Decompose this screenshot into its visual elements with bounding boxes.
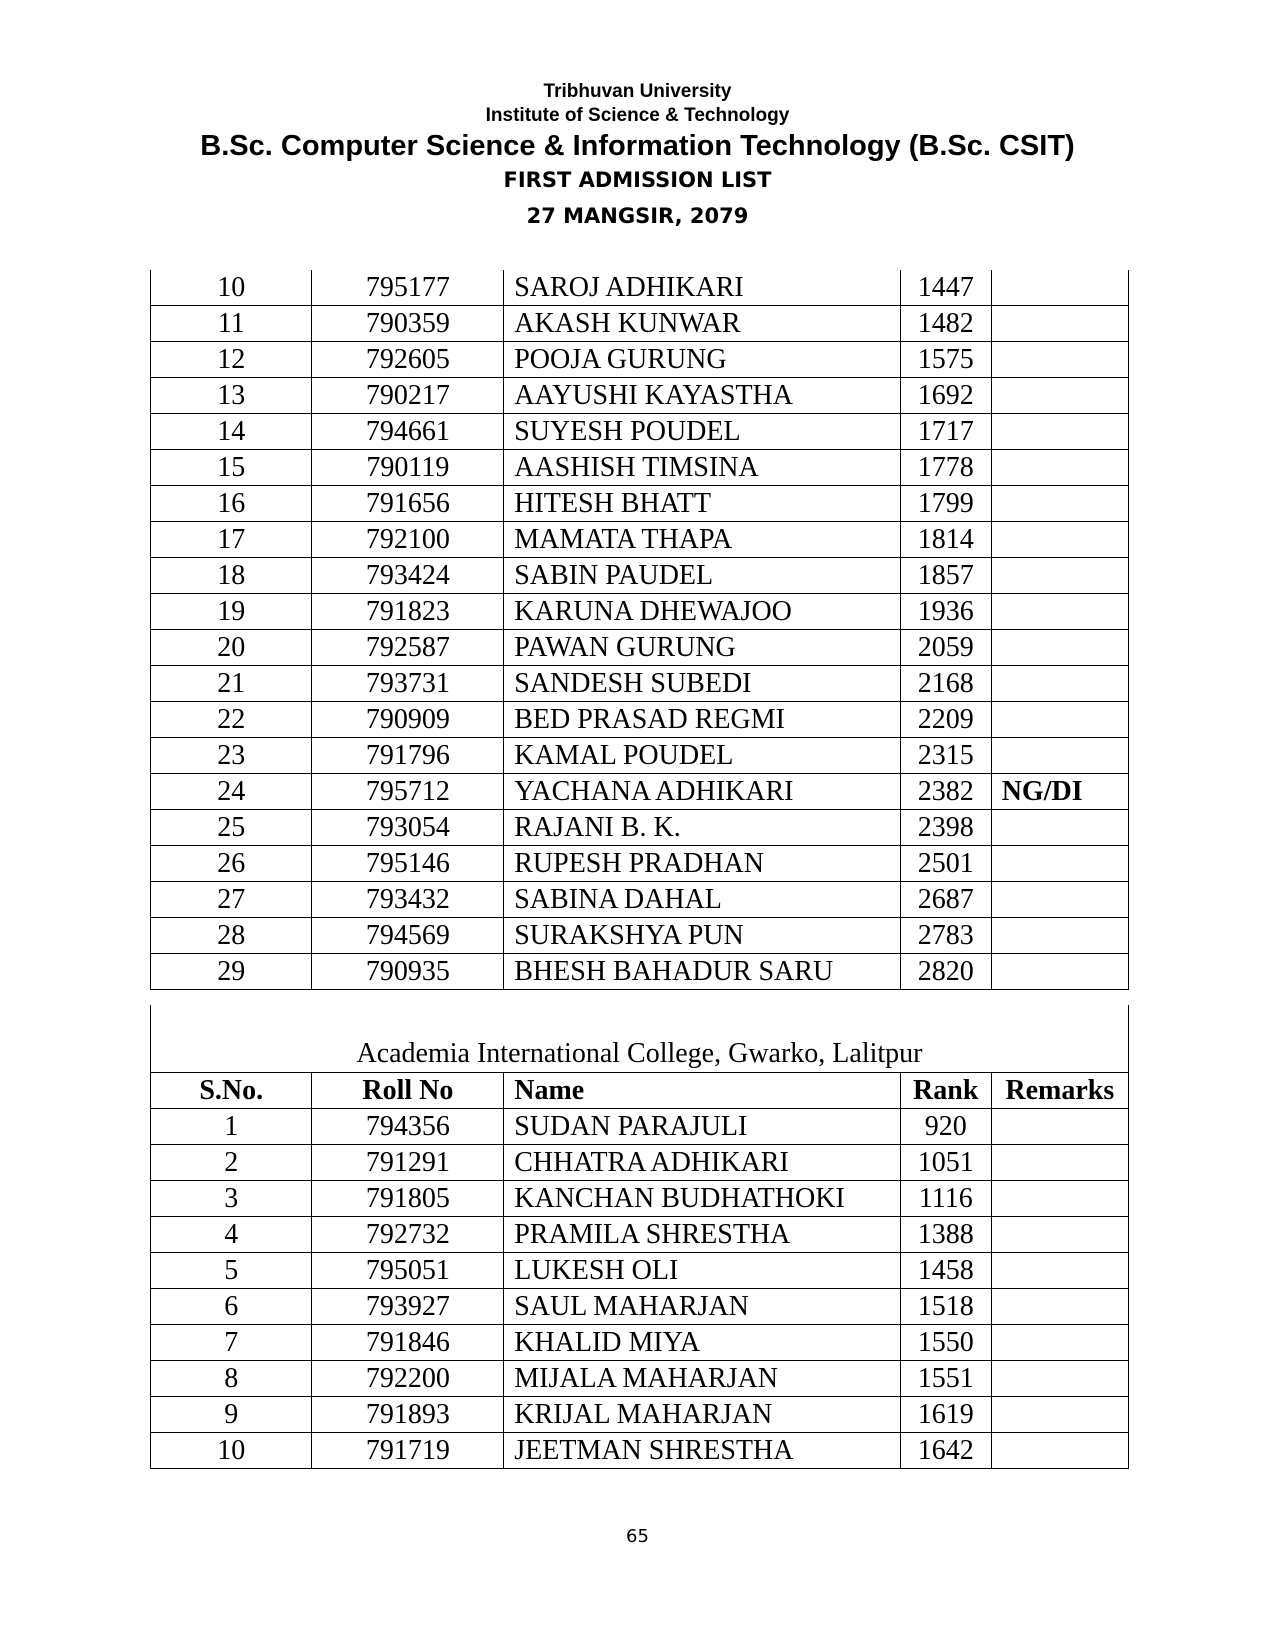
cell-name: SAUL MAHARJAN <box>504 1289 901 1325</box>
cell-name: SABINA DAHAL <box>504 882 901 918</box>
cell-roll: 795712 <box>312 774 504 810</box>
cell-rank: 2209 <box>900 702 991 738</box>
cell-roll: 791291 <box>312 1145 504 1181</box>
cell-name: RAJANI B. K. <box>504 810 901 846</box>
cell-sno: 24 <box>151 774 312 810</box>
cell-roll: 793424 <box>312 558 504 594</box>
cell-remarks <box>991 486 1128 522</box>
cell-remarks <box>991 918 1128 954</box>
cell-rank: 1642 <box>900 1433 991 1469</box>
cell-sno: 10 <box>151 270 312 306</box>
cell-sno: 13 <box>151 378 312 414</box>
table-row <box>151 954 1129 990</box>
list-date: 27 MANGSIR, 2079 <box>526 204 749 228</box>
table-row <box>151 378 1129 414</box>
cell-remarks <box>991 522 1128 558</box>
column-header-remarks: Remarks <box>991 1073 1128 1109</box>
cell-roll: 790909 <box>312 702 504 738</box>
cell-rank: 1051 <box>900 1145 991 1181</box>
cell-sno: 28 <box>151 918 312 954</box>
cell-sno: 9 <box>151 1397 312 1433</box>
cell-remarks <box>991 1181 1128 1217</box>
table-row <box>151 1253 1129 1289</box>
cell-name: AAYUSHI KAYASTHA <box>504 378 901 414</box>
cell-roll: 791893 <box>312 1397 504 1433</box>
cell-rank: 2398 <box>900 810 991 846</box>
cell-rank: 1857 <box>900 558 991 594</box>
table-row <box>151 1181 1129 1217</box>
table-row <box>151 522 1129 558</box>
cell-rank: 1778 <box>900 450 991 486</box>
cell-remarks <box>991 666 1128 702</box>
cell-roll: 792200 <box>312 1361 504 1397</box>
cell-name: LUKESH OLI <box>504 1253 901 1289</box>
cell-rank: 1936 <box>900 594 991 630</box>
cell-name: RUPESH PRADHAN <box>504 846 901 882</box>
cell-sno: 5 <box>151 1253 312 1289</box>
cell-roll: 791846 <box>312 1325 504 1361</box>
university-name: Tribhuvan University <box>543 81 732 102</box>
table-row <box>151 414 1129 450</box>
cell-rank: 2168 <box>900 666 991 702</box>
cell-sno: 10 <box>151 1433 312 1469</box>
cell-name: MIJALA MAHARJAN <box>504 1361 901 1397</box>
cell-remarks <box>991 414 1128 450</box>
cell-remarks <box>991 1325 1128 1361</box>
cell-name: SUYESH POUDEL <box>504 414 901 450</box>
cell-remarks <box>991 1109 1128 1145</box>
cell-name: PRAMILA SHRESTHA <box>504 1217 901 1253</box>
cell-sno: 4 <box>151 1217 312 1253</box>
cell-remarks <box>991 954 1128 990</box>
table-row <box>151 1289 1129 1325</box>
table-row <box>151 630 1129 666</box>
table-header-row <box>151 1073 1129 1109</box>
program-title: B.Sc. Computer Science & Information Technology (B.Sc. CSIT) <box>200 130 1075 162</box>
cell-roll: 794569 <box>312 918 504 954</box>
cell-sno: 1 <box>151 1109 312 1145</box>
table-row <box>151 1217 1129 1253</box>
cell-rank: 1388 <box>900 1217 991 1253</box>
table-row <box>151 558 1129 594</box>
cell-sno: 20 <box>151 630 312 666</box>
cell-remarks <box>991 378 1128 414</box>
cell-sno: 22 <box>151 702 312 738</box>
table-row <box>151 738 1129 774</box>
table-row <box>151 270 1129 306</box>
cell-rank: 2820 <box>900 954 991 990</box>
cell-sno: 2 <box>151 1145 312 1181</box>
cell-name: SANDESH SUBEDI <box>504 666 901 702</box>
cell-rank: 1551 <box>900 1361 991 1397</box>
cell-roll: 792100 <box>312 522 504 558</box>
cell-sno: 19 <box>151 594 312 630</box>
cell-roll: 791805 <box>312 1181 504 1217</box>
cell-sno: 27 <box>151 882 312 918</box>
cell-remarks <box>991 270 1128 306</box>
cell-name: BHESH BAHADUR SARU <box>504 954 901 990</box>
cell-sno: 23 <box>151 738 312 774</box>
page-number: 65 <box>626 1526 649 1547</box>
cell-remarks <box>991 1397 1128 1433</box>
college-name: Academia International College, Gwarko, Lalitpur <box>151 1005 1129 1073</box>
institute-name: Institute of Science & Technology <box>485 105 790 126</box>
cell-remarks <box>991 882 1128 918</box>
cell-sno: 3 <box>151 1181 312 1217</box>
cell-remarks <box>991 1433 1128 1469</box>
table-row <box>151 666 1129 702</box>
cell-remarks <box>991 1145 1128 1181</box>
cell-sno: 26 <box>151 846 312 882</box>
column-header-sno: S.No. <box>151 1073 312 1109</box>
cell-roll: 795177 <box>312 270 504 306</box>
cell-rank: 1692 <box>900 378 991 414</box>
cell-rank: 2315 <box>900 738 991 774</box>
cell-remarks <box>991 558 1128 594</box>
column-header-name: Name <box>504 1073 901 1109</box>
table-row <box>151 882 1129 918</box>
cell-remarks <box>991 810 1128 846</box>
table-row <box>151 486 1129 522</box>
cell-remarks <box>991 702 1128 738</box>
cell-name: BED PRASAD REGMI <box>504 702 901 738</box>
cell-rank: 2059 <box>900 630 991 666</box>
table-row <box>151 1397 1129 1433</box>
cell-name: SABIN PAUDEL <box>504 558 901 594</box>
cell-remarks <box>991 1361 1128 1397</box>
cell-sno: 21 <box>151 666 312 702</box>
cell-name: KAMAL POUDEL <box>504 738 901 774</box>
table-row <box>151 846 1129 882</box>
cell-remarks <box>991 342 1128 378</box>
cell-name: JEETMAN SHRESTHA <box>504 1433 901 1469</box>
cell-remarks <box>991 594 1128 630</box>
cell-name: KARUNA DHEWAJOO <box>504 594 901 630</box>
cell-roll: 792605 <box>312 342 504 378</box>
cell-name: POOJA GURUNG <box>504 342 901 378</box>
table-row <box>151 1325 1129 1361</box>
table-row <box>151 1109 1129 1145</box>
cell-remarks <box>991 450 1128 486</box>
cell-sno: 6 <box>151 1289 312 1325</box>
cell-name: KHALID MIYA <box>504 1325 901 1361</box>
admission-table-continued <box>150 270 1129 990</box>
cell-rank: 2687 <box>900 882 991 918</box>
cell-remarks <box>991 1217 1128 1253</box>
table-row <box>151 774 1129 810</box>
cell-roll: 794356 <box>312 1109 504 1145</box>
table-row <box>151 306 1129 342</box>
table-row <box>151 918 1129 954</box>
cell-rank: 1518 <box>900 1289 991 1325</box>
cell-name: AASHISH TIMSINA <box>504 450 901 486</box>
cell-rank: 2501 <box>900 846 991 882</box>
cell-remarks <box>991 630 1128 666</box>
cell-sno: 15 <box>151 450 312 486</box>
table-row <box>151 1433 1129 1469</box>
cell-remarks <box>991 306 1128 342</box>
cell-roll: 790935 <box>312 954 504 990</box>
cell-name: SUDAN PARAJULI <box>504 1109 901 1145</box>
cell-roll: 793731 <box>312 666 504 702</box>
cell-rank: 1717 <box>900 414 991 450</box>
list-title: FIRST ADMISSION LIST <box>503 168 772 192</box>
table-row <box>151 1361 1129 1397</box>
cell-name: PAWAN GURUNG <box>504 630 901 666</box>
cell-name: CHHATRA ADHIKARI <box>504 1145 901 1181</box>
cell-roll: 793927 <box>312 1289 504 1325</box>
table-row <box>151 594 1129 630</box>
cell-name: KANCHAN BUDHATHOKI <box>504 1181 901 1217</box>
table-row <box>151 342 1129 378</box>
cell-roll: 793054 <box>312 810 504 846</box>
table-row <box>151 1145 1129 1181</box>
cell-rank: 1550 <box>900 1325 991 1361</box>
cell-roll: 795051 <box>312 1253 504 1289</box>
cell-sno: 18 <box>151 558 312 594</box>
cell-sno: 16 <box>151 486 312 522</box>
cell-roll: 791656 <box>312 486 504 522</box>
table-row <box>151 450 1129 486</box>
cell-sno: 29 <box>151 954 312 990</box>
cell-rank: 1814 <box>900 522 991 558</box>
admission-table-academia <box>150 1005 1129 1469</box>
cell-rank: 2783 <box>900 918 991 954</box>
column-header-rank: Rank <box>900 1073 991 1109</box>
cell-remarks <box>991 1253 1128 1289</box>
cell-roll: 791796 <box>312 738 504 774</box>
cell-sno: 11 <box>151 306 312 342</box>
cell-sno: 7 <box>151 1325 312 1361</box>
cell-name: AKASH KUNWAR <box>504 306 901 342</box>
cell-remarks: NG/DI <box>991 774 1128 810</box>
cell-name: SAROJ ADHIKARI <box>504 270 901 306</box>
cell-rank: 1447 <box>900 270 991 306</box>
cell-remarks <box>991 846 1128 882</box>
cell-roll: 791719 <box>312 1433 504 1469</box>
table-row <box>151 702 1129 738</box>
cell-rank: 1575 <box>900 342 991 378</box>
cell-name: MAMATA THAPA <box>504 522 901 558</box>
cell-roll: 790359 <box>312 306 504 342</box>
cell-name: KRIJAL MAHARJAN <box>504 1397 901 1433</box>
cell-sno: 17 <box>151 522 312 558</box>
table-row <box>151 810 1129 846</box>
cell-rank: 1116 <box>900 1181 991 1217</box>
cell-rank: 1458 <box>900 1253 991 1289</box>
cell-rank: 2382 <box>900 774 991 810</box>
cell-remarks <box>991 738 1128 774</box>
cell-rank: 1482 <box>900 306 991 342</box>
cell-roll: 793432 <box>312 882 504 918</box>
cell-roll: 795146 <box>312 846 504 882</box>
cell-roll: 794661 <box>312 414 504 450</box>
cell-name: YACHANA ADHIKARI <box>504 774 901 810</box>
cell-sno: 8 <box>151 1361 312 1397</box>
cell-roll: 790217 <box>312 378 504 414</box>
column-header-roll: Roll No <box>312 1073 504 1109</box>
cell-sno: 12 <box>151 342 312 378</box>
cell-roll: 790119 <box>312 450 504 486</box>
cell-sno: 25 <box>151 810 312 846</box>
cell-sno: 14 <box>151 414 312 450</box>
cell-roll: 791823 <box>312 594 504 630</box>
cell-remarks <box>991 1289 1128 1325</box>
cell-rank: 1619 <box>900 1397 991 1433</box>
cell-name: HITESH BHATT <box>504 486 901 522</box>
cell-roll: 792732 <box>312 1217 504 1253</box>
cell-name: SURAKSHYA PUN <box>504 918 901 954</box>
cell-rank: 920 <box>900 1109 991 1145</box>
cell-rank: 1799 <box>900 486 991 522</box>
cell-roll: 792587 <box>312 630 504 666</box>
